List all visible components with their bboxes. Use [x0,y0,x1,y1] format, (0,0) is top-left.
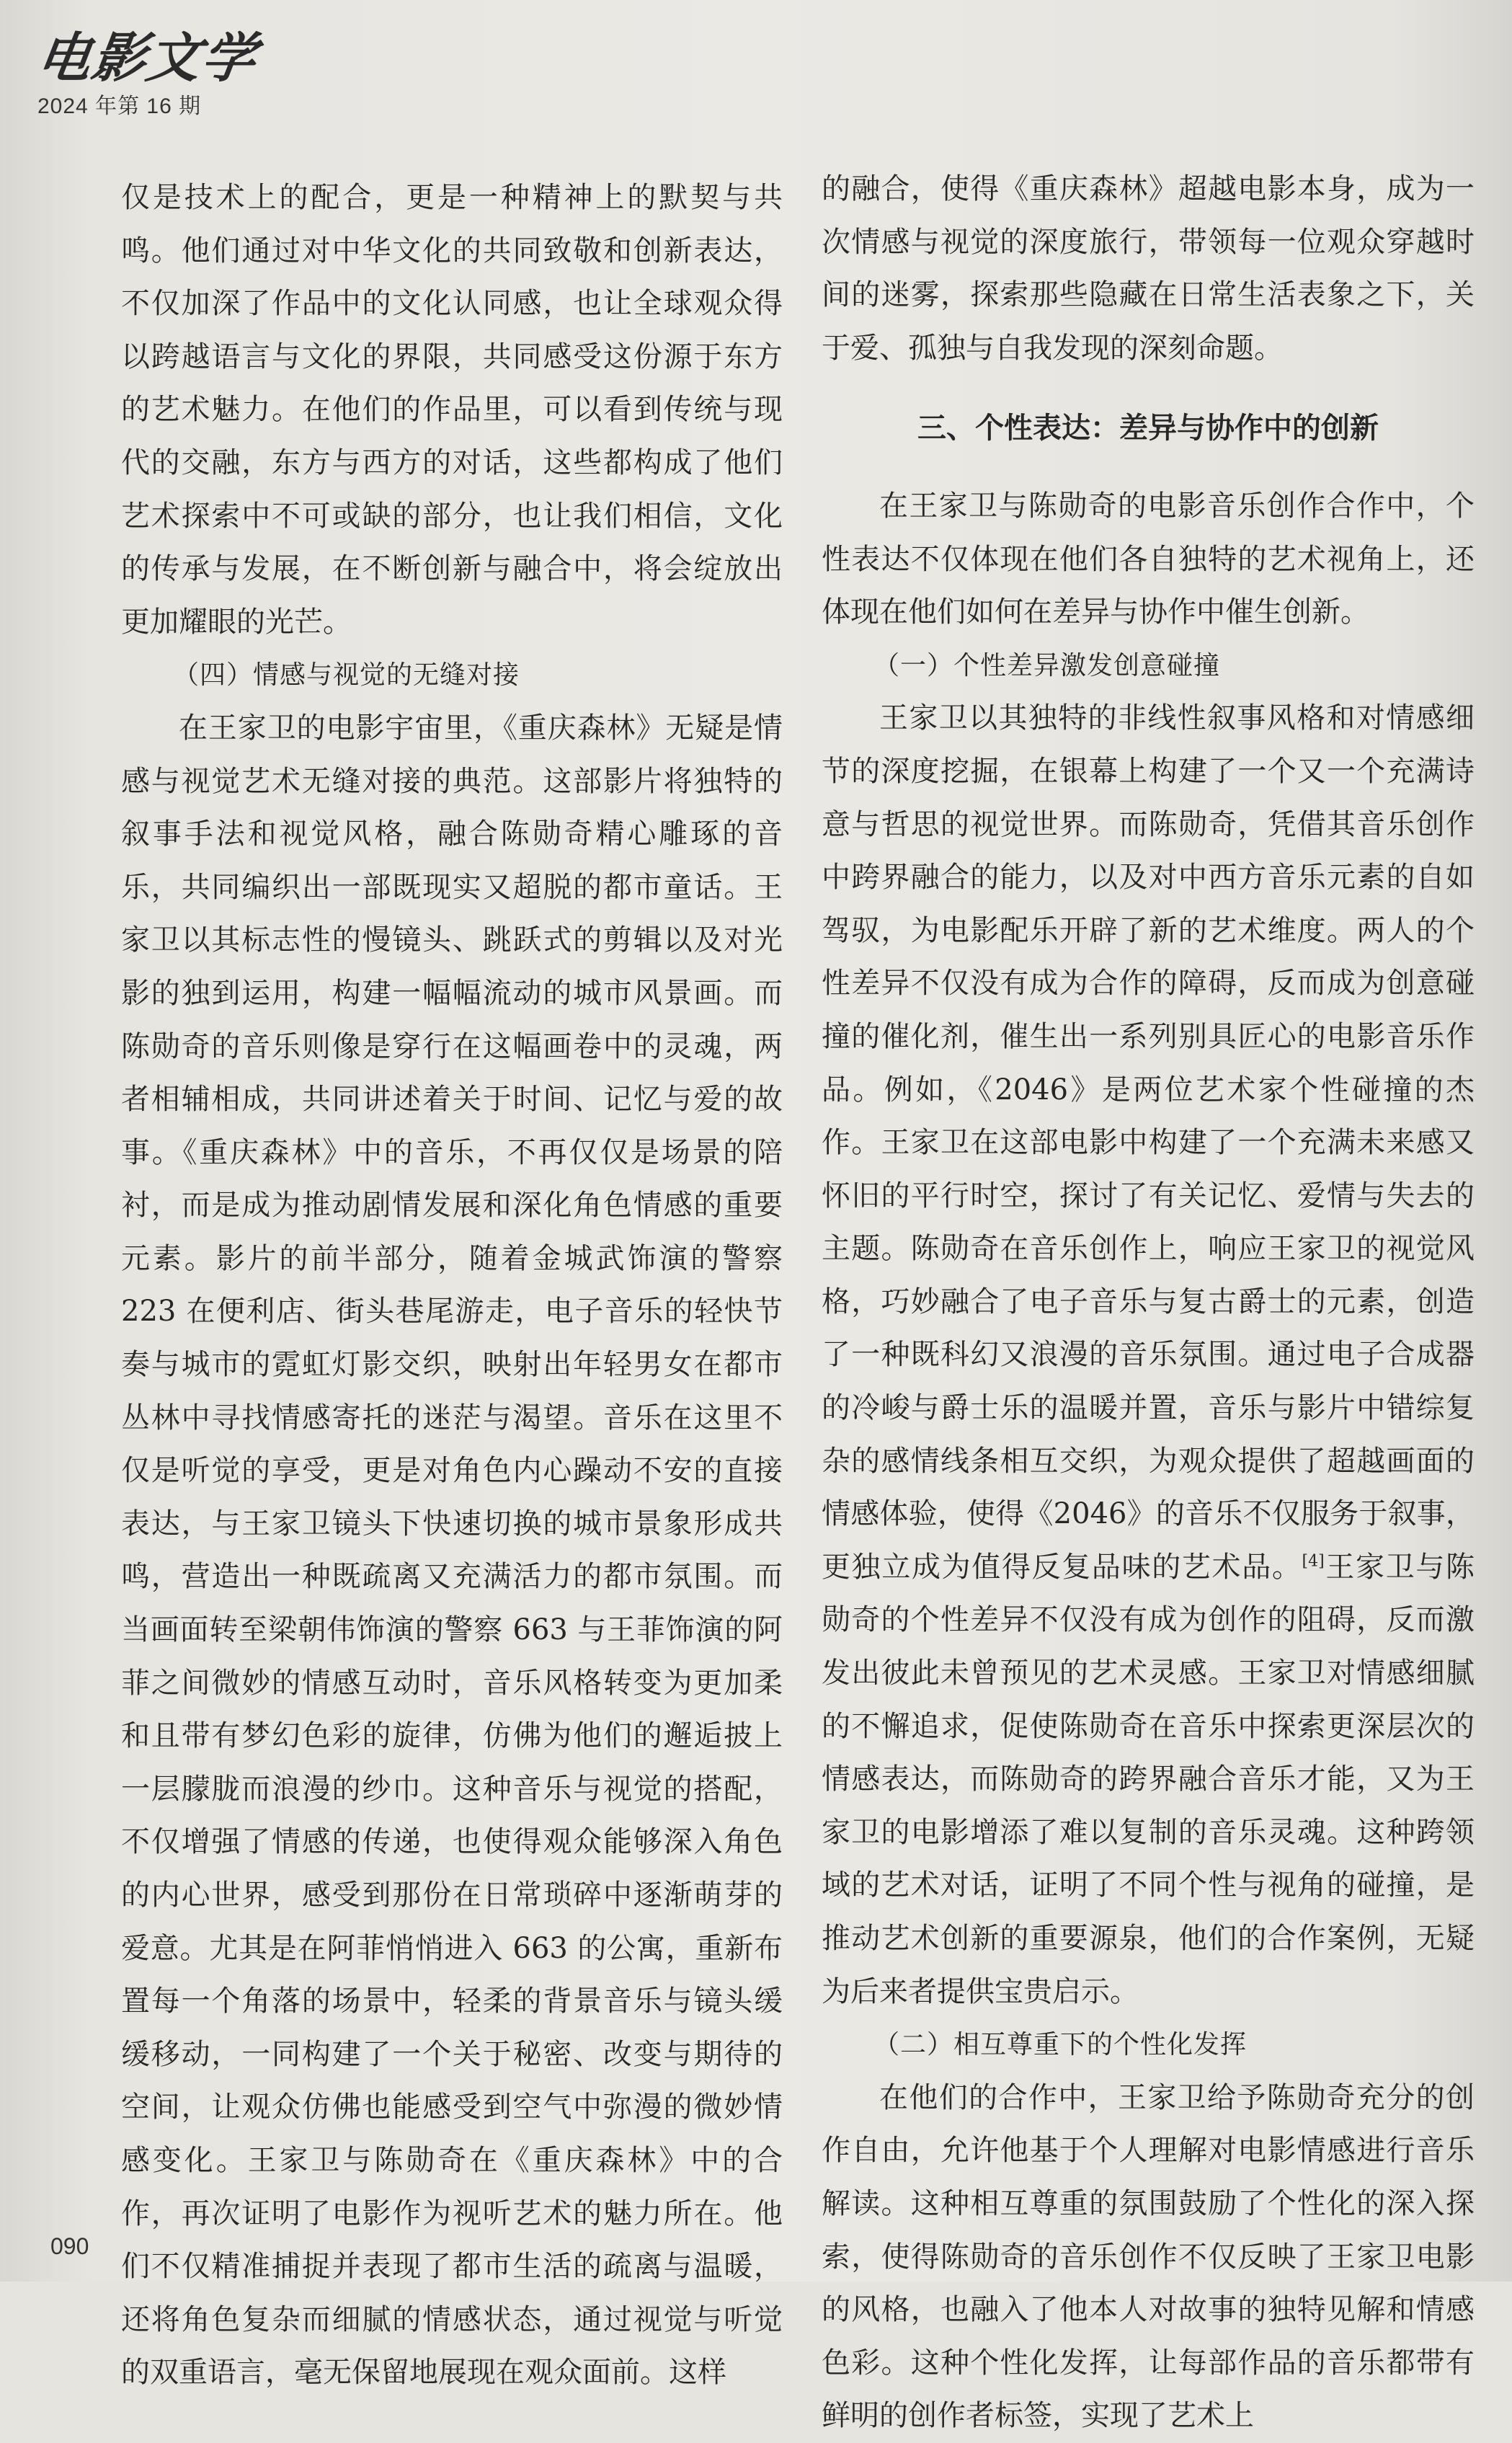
paragraph-creative-collision [822,692,1475,2018]
journal-header [32,27,262,120]
subheading-2: （二）相互尊重下的个性化发挥 [873,2030,1248,2060]
paragraph-continued-right: 的融合，使得《重庆森林》超越电影本身，成为一次情感与视觉的深度旅行，带领每一位观众穿越时间的迷雾，探索那些隐藏在日常生活表象之下，关于爱、孤独与自我发现的深刻命题。 [822,172,1475,365]
issue-label: 2024 年第 16 期 [37,94,202,118]
journal-logo: 电影文学 [32,27,262,89]
left-column [121,172,783,2400]
section-title: 三、个性表达：差异与协作中的创新 [917,412,1379,445]
subheading-1: （一）个性差异激发创意碰撞 [873,650,1221,680]
right-column [822,163,1475,2443]
paragraph-continued: 仅是技术上的配合，更是一种精神上的默契与共鸣。他们通过对中华文化的共同致敬和创新表达，不仅加深了作品中的文化认同感，也让全球观众得以跨越语言与文化的界限，共同感受这份源于东方的艺术魅力。在他们的作品里，可以看到传统与现代的交融，东方与西方的对话，这些都构成了他们艺术探索中不可或缺的部分，也让我们相信，文化的传承与发展，在不断创新与融合中，将会绽放出更加耀眼的光芒。 [121,181,783,639]
paragraph-mutual-respect: 在他们的合作中，王家卫给予陈勋奇充分的创作自由，允许他基于个人理解对电影情感进行音乐解读。这种相互尊重的氛围鼓励了个性化的深入探索，使得陈勋奇的音乐创作不仅反映了王家卫电影的风格，也融入了他本人对故事的独特见解和情感色彩。这种个性化发挥，让每部作品的音乐都带有鲜明的创作者标签，实现了艺术上 [822,2080,1475,2433]
footnote-ref: [4] [1302,1552,1325,1571]
subheading-4: （四）情感与视觉的无缝对接 [173,660,520,691]
page-number: 090 [50,2233,89,2259]
paragraph-chungking-express: 在王家卫的电影宇宙里，《重庆森林》无疑是情感与视觉艺术无缝对接的典范。这部影片将独特的叙事手法和视觉风格，融合陈勋奇精心雕琢的音乐，共同编织出一部既现实又超脱的都市童话。王家卫以其标志性的慢镜头、跳跃式的剪辑以及对光影的独到运用，构建一幅幅流动的城市风景画。而陈勋奇的音乐则像是穿行在这幅画卷中的灵魂，两者相辅相成，共同讲述着关于时间、记忆与爱的故事。《重庆森林》中的音乐，不再仅仅是场景的陪衬，而是成为推动剧情发展和深化角色情感的重要元素。影片的前半部分，随着金城武饰演的警察 223 在便利店、街头巷尾游走，电子音乐的轻快节奏与城市的霓虹灯影交织，映射出年轻男女在都市丛林中寻找情感寄托的迷茫与渴望。音乐在这里不仅是听觉的享受，更是对角色内心躁动不安的直接表达，与王家卫镜头下快速切换的城市景象形成共鸣，营造出一种既疏离又充满活力的都市氛围。而当画面转至梁朝伟饰演的警察 663 与王菲饰演的阿菲之间微妙的情感互动时，音乐风格转变为更加柔和且带有梦幻色彩的旋律，仿佛为他们的邂逅披上一层朦胧而浪漫的纱巾。这种音乐与视觉的搭配，不仅增强了情感的传递，也使得观众能够深入角色的内心世界，感受到那份在日常琐碎中逐渐萌芽的爱意。尤其是在阿菲悄悄进入 663 的公寓，重新布置每一个角落的场景中，轻柔的背景音乐与镜头缓缓移动，一同构建了一个关于秘密、改变与期待的空间，让观众仿佛也能感受到空气中弥漫的微妙情感变化。王家卫与陈勋奇在《重庆森林》中的合作，再次证明了电影作为视听艺术的魅力所在。他们不仅精准捕捉并表现了都市生活的疏离与温暖，还将角色复杂而细腻的情感状态，通过视觉与听觉的双重语言，毫无保留地展现在观众面前。这样 [121,711,783,2390]
paragraph-part-b: 王家卫与陈勋奇的个性差异不仅没有成为创作的阻碍，反而激发出彼此未曾预见的艺术灵感。王家卫对情感细腻的不懈追求，促使陈勋奇在音乐中探索更深层次的情感表达，而陈勋奇的跨界融合音乐才能，又为王家卫的电影增添了难以复制的音乐灵魂。这种跨领域的艺术对话，证明了不同个性与视角的碰撞，是推动艺术创新的重要源泉，他们的合作案例，无疑为后来者提供宝贵启示。 [822,1550,1475,2008]
paragraph-part-a: 王家卫以其独特的非线性叙事风格和对情感细节的深度挖掘，在银幕上构建了一个又一个充满诗意与哲思的视觉世界。而陈勋奇，凭借其音乐创作中跨界融合的能力，以及对中西方音乐元素的自如驾驭，为电影配乐开辟了新的艺术维度。两人的个性差异不仅没有成为合作的障碍，反而成为创意碰撞的催化剂，催生出一系列别具匠心的电影音乐作品。例如，《2046》是两位艺术家个性碰撞的杰作。王家卫在这部电影中构建了一个充满未来感又怀旧的平行时空，探讨了有关记忆、爱情与失去的主题。陈勋奇在音乐创作上，响应王家卫的视觉风格，巧妙融合了电子音乐与复古爵士的元素，创造了一种既科幻又浪漫的音乐氛围。通过电子合成器的冷峻与爵士乐的温暖并置，音乐与影片中错综复杂的感情线条相互交织，为观众提供了超越画面的情感体验，使得《2046》的音乐不仅服务于叙事，更独立成为值得反复品味的艺术品。 [822,701,1475,1584]
paragraph-intro: 在王家卫与陈勋奇的电影音乐创作合作中，个性表达不仅体现在他们各自独特的艺术视角上，还体现在他们如何在差异与协作中催生创新。 [822,489,1475,629]
